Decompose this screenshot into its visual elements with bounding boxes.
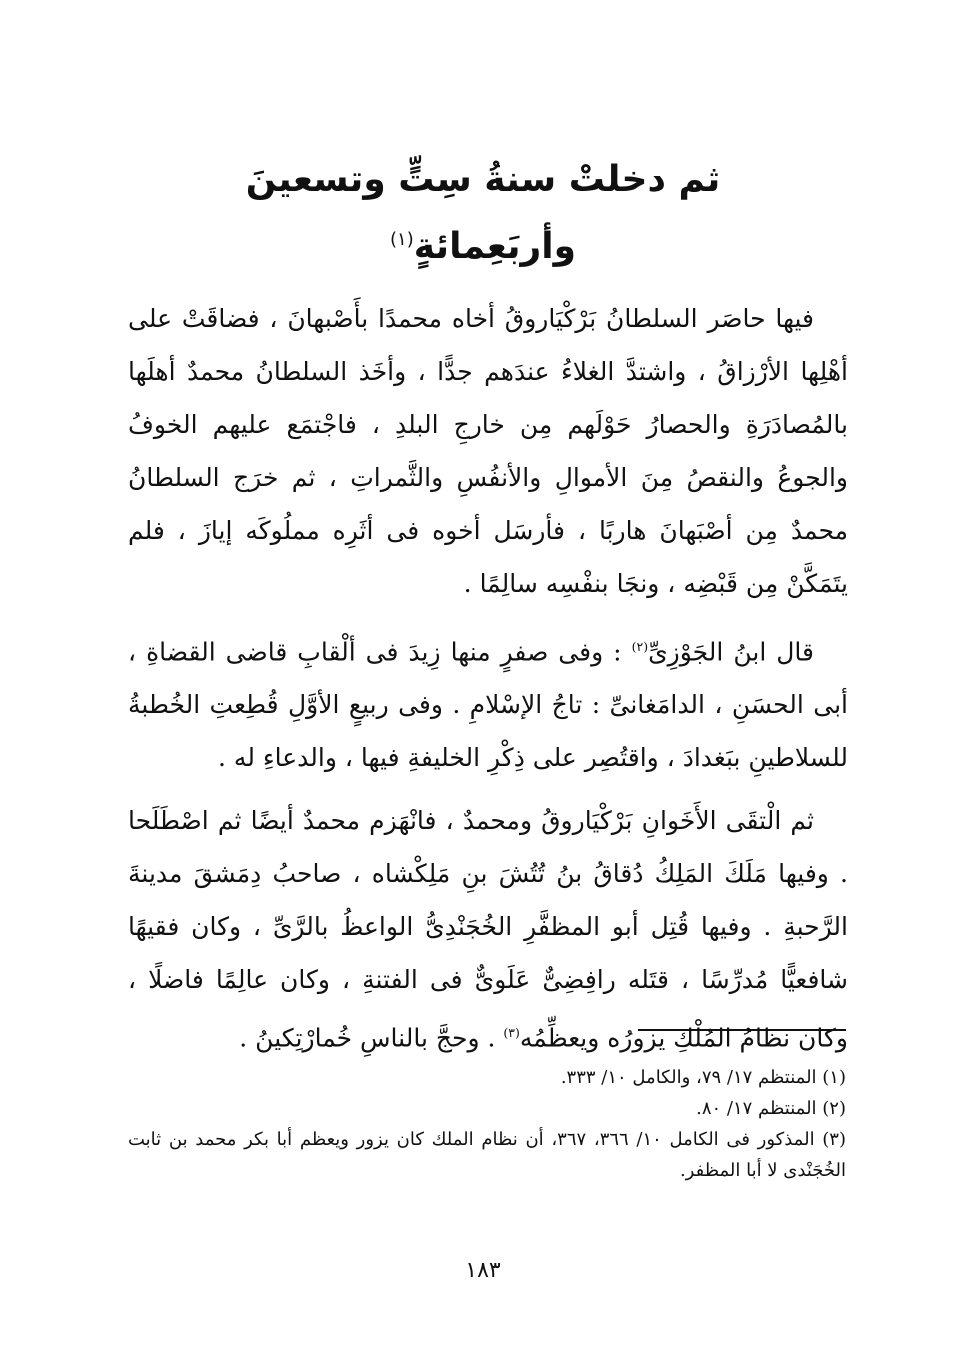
footnote-marker-3: (٣): [503, 1025, 520, 1041]
footnote-2: (٢) المنتظم ١٧/ ٨٠.: [696, 1098, 846, 1119]
footnote-divider: [638, 1029, 846, 1031]
main-text: [128, 292, 848, 1075]
chapter-title-text: ثم دخلتْ سنةُ سِتٍّ وتسعينَ وأربَعِمائةٍ: [245, 159, 721, 267]
page-number: ١٨٣: [465, 1258, 501, 1283]
footnotes: [128, 1062, 846, 1186]
paragraph-2-rest: : وفى صفرٍ منها زِيدَ فى ألْقابِ قاضى القضاةِ ، أبى الحسَنِ ، الدامَغانىِّ : تاجُ الإسْلامِ . وفى ربيعٍ الأوَّلِ قُطِعتِ الخُطبةُ للسلاطينِ ببَغدادَ ، واقتُصِر على ذِكْرِ الخليفةِ فيها ، والدعاءِ له .: [128, 637, 848, 773]
paragraph-3-start: ثم الْتقَى الأَخَوانِ بَرْكْيَاروقُ ومحمدٌ ، فانْهَزم محمدٌ أيضًا ثم اصْطَلَحا . وفيها مَلَكَ المَلِكُ دُقاقُ بنُ تُتُشَ بنِ مَلِكْشاه ، صاحبُ دِمَشقَ مدينةَ الرَّحبةِ . وفيها قُتِل أبو المظفَّرِ الخُجَنْدِىُّ الواعظُ بالرَّىِّ ، وكان فقيهًا شافعيًّا مُدرِّسًا ، قتَله رافِضِىٌّ عَلَوىٌّ فى الفتنةِ ، وكان عالِمًا فاضلًا ، وكان نظامُ المُلْكِ يزورُه ويعظِّمُه: [128, 806, 848, 1053]
paragraph-3: [128, 794, 848, 1064]
chapter-title: [150, 150, 816, 277]
paragraph-3-rest: . وحجَّ بالناسِ خُمارْتِكينُ .: [239, 1023, 504, 1053]
footnote-marker-2: (٢): [631, 639, 649, 654]
paragraph-2: [128, 620, 848, 784]
footnote-1: (١) المنتظم ١٧/ ٧٩، والكامل ١٠/ ٣٣٣.: [560, 1067, 846, 1088]
paragraph-1: فيها حاصَر السلطانُ بَرْكْيَاروقُ أخاه محمدًا بأَصْبهانَ ، فضاقَتْ على أهْلِها الأرْزاقُ ، واشتدَّ الغلاءُ عندَهم جدًّا ، وأخَذ السلطانُ محمدٌ أهلَها بالمُصادَرَةِ والحصارُ حَوْلَهم مِن خارجِ البلدِ ، فاجْتمَع عليهم الخوفُ والجوعُ والنقصُ مِنَ الأموالِ والأنفُسِ والثَّمراتِ ، ثم خرَج السلطانُ محمدٌ مِن أصْبَهانَ هاربًا ، فأرسَل أخوه فى أثَرِه مملُوكَه إيازَ ، فلم يتَمَكَّنْ مِن قَبْضِه ، ونجَا بنفْسِه سالِمًا .: [128, 304, 848, 598]
footnote-marker-1: (١): [389, 229, 414, 250]
paragraph-2-start: قال ابنُ الجَوْزِىِّ: [648, 637, 814, 667]
footnote-3: (٣) المذكور فى الكامل ١٠/ ٣٦٦، ٣٦٧، أن نظام الملك كان يزور ويعظم أبا بكر محمد بن ثابت الخُجَنْدى لا أبا المظفر.: [128, 1129, 846, 1181]
